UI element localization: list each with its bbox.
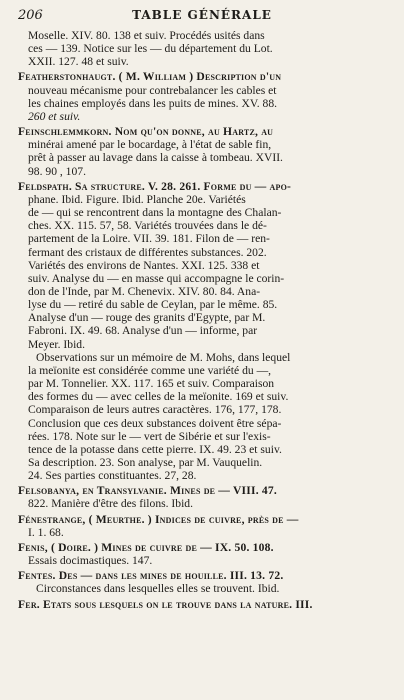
text-line: nouveau mécanisme pour contrebalancer les cables et <box>28 83 277 97</box>
entry-fentes <box>18 569 386 595</box>
text-line: 98. 90 , 107. <box>28 164 86 178</box>
text-line: Fer. Etats sous lesquels on le trouve dans la nature. III. <box>18 597 313 611</box>
text-line: Fénestrange, ( Meurthe. ) Indices de cuivre, près de — <box>18 512 299 526</box>
entry-feinschlemmkorn <box>18 125 386 178</box>
text-line: de — qui se rencontrent dans la montagne des Chalan- <box>28 206 282 220</box>
text-line: Feinschlemmkorn. Nom qu'on donne, au Hartz, au <box>18 125 274 139</box>
text-line: Featherstonhaugt. ( M. William ) Description d'un <box>18 70 282 84</box>
text-line: phane. Ibid. Figure. Ibid. Planche 20e. Variétés <box>28 192 246 206</box>
text-line: Variétés des environs de Nantes. XXI. 125. 338 et <box>28 258 260 272</box>
text-line: Observations sur un mémoire de M. Mohs, dans lequel <box>36 350 291 364</box>
entry-felsobanya <box>18 484 386 510</box>
text-line: Comparaison de leurs autres caractères. 176, 177, 178. <box>28 403 282 417</box>
entry-fer <box>18 598 386 611</box>
text-line: XXII. 127. 48 et suiv. <box>28 55 129 69</box>
page-number: 206 <box>18 8 43 23</box>
text-line: par M. Tonnelier. XX. 117. 165 et suiv. Comparaison <box>28 377 275 391</box>
text-line: la meïonite est considérée comme une variété du —, <box>28 363 272 377</box>
text-line: I. 1. 68. <box>28 525 64 539</box>
text-line: Analyse d'un — rouge des granits d'Egypte, par M. <box>28 311 266 325</box>
text-line: ces — 139. Notice sur les — du département du Lot. <box>28 42 273 56</box>
page-header <box>18 6 386 28</box>
text-line: Moselle. XIV. 80. 138 et suiv. Procédés usités dans <box>28 29 265 42</box>
text-line: des formes du — avec celles de la meïonite. 169 et suiv. <box>28 390 289 404</box>
text-line: tence de la potasse dans cette pierre. IX. 49. 23 et suiv. <box>28 442 282 456</box>
text-line: fermant des cristaux de différentes substances. 202. <box>28 245 267 259</box>
text-line: Fabroni. IX. 49. 68. Analyse d'un — informe, par <box>28 324 258 338</box>
text-line: les chaines employés dans les puits de mines. XV. 88. <box>28 96 278 110</box>
text-line: Fenis, ( Doire. ) Mines de cuivre de — IX. 50. 108. <box>18 540 274 554</box>
index-text <box>18 29 386 613</box>
text-line: Meyer. Ibid. <box>28 337 85 351</box>
text-line: 260 et suiv. <box>28 109 81 123</box>
entry-fenestrange <box>18 513 386 539</box>
text-line: partement de la Loire. VII. 39. 181. Filon de — ren- <box>28 232 270 246</box>
text-line: Essais docimastiques. 147. <box>28 554 153 568</box>
text-line: 24. Ses parties constituantes. 27, 28. <box>28 469 197 483</box>
text-line: 822. Manière d'être des filons. Ibid. <box>28 497 194 511</box>
text-line: Circonstances dans lesquelles elles se trouvent. Ibid. <box>36 582 280 596</box>
text-line: ches. XX. 115. 57, 58. Variétés trouvées dans le dé- <box>28 219 267 233</box>
text-line: Conclusion que ces deux substances doivent être sépa- <box>28 416 282 430</box>
text-line: Feldspath. Sa structure. V. 28. 261. Forme du — apo- <box>18 179 292 193</box>
running-title: TABLE GÉNÉRALE <box>132 8 272 22</box>
text-line: Sa description. 23. Son analyse, par M. Vauquelin. <box>28 456 263 469</box>
entry-feldspath <box>18 180 386 483</box>
text-line: Fentes. Des — dans les mines de houille. III. 13. 72. <box>18 569 284 583</box>
entry-fenis <box>18 541 386 567</box>
text-line: don de l'Inde, par M. Chenevix. XIV. 80. 84. Ana- <box>28 284 261 298</box>
entry-featherstonhaugt <box>18 70 386 123</box>
text-line: rées. 178. Note sur le — vert de Sibérie et sur l'exis- <box>28 429 271 443</box>
text-line: prêt à passer au lavage dans la caisse à tombeau. XVII. <box>28 151 283 165</box>
text-line: Felsobanya, en Transylvanie. Mines de — VIII. 47. <box>18 484 277 498</box>
text-line: minérai amené par le bocardage, à l'état de sable fin, <box>28 138 272 152</box>
entry-moselle-continued <box>18 29 386 68</box>
text-line: lyse du — retiré du sable de Ceylan, par le même. 85. <box>28 298 278 312</box>
text-line: suiv. Analyse du — en masse qui accompagne le corin- <box>28 271 285 285</box>
